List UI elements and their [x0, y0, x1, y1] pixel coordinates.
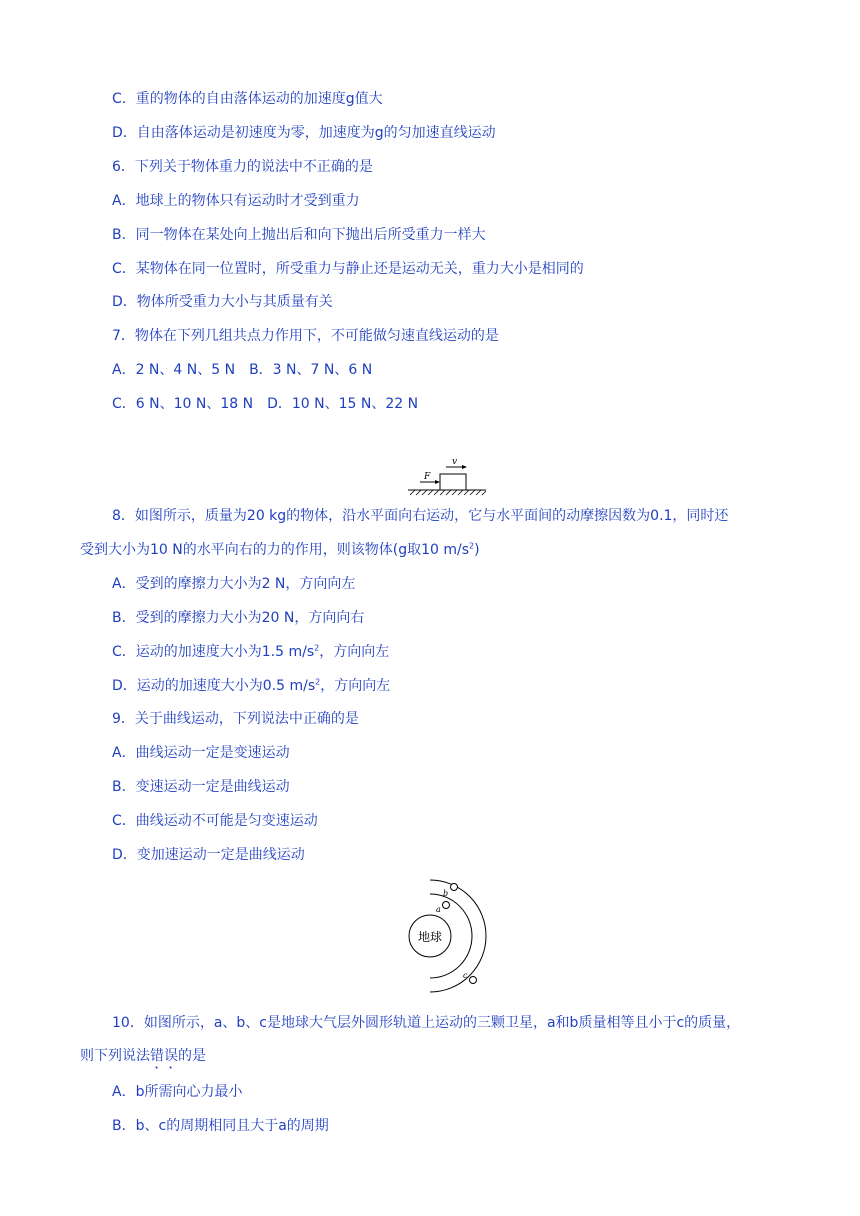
q8-block-figure [406, 454, 490, 496]
block [440, 474, 466, 490]
q6-option-b: B．同一物体在某处向上抛出后和向下抛出后所受重力一样大 [112, 227, 486, 243]
velocity-label: v [452, 457, 458, 467]
q8d-sup: 2 [315, 677, 321, 687]
q10-line2-pre: 则下列说法 [80, 1048, 150, 1064]
q7-options-cd: C．6 N、10 N、18 N D．10 N、15 N、22 N [112, 396, 419, 412]
force-label: F [424, 472, 431, 482]
q8c-text: C．运动的加速度大小为1.5 m/s [112, 644, 315, 660]
q5-option-c: C．重的物体的自由落体运动的加速度g值大 [112, 91, 383, 107]
q6-stem: 6．下列关于物体重力的说法中不正确的是 [112, 159, 373, 175]
q6-option-a: A．地球上的物体只有运动时才受到重力 [112, 193, 360, 209]
q9-option-a: A．曲线运动一定是变速运动 [112, 745, 290, 761]
q10-emphasis-wrong: 错误 [150, 1048, 178, 1064]
q8-option-b: B．受到的摩擦力大小为20 N，方向向右 [112, 610, 365, 626]
q10-orbit-figure [400, 874, 500, 998]
satellite-c [470, 977, 477, 984]
q10-stem-line1: 10．如图所示，a、b、c是地球大气层外圆形轨道上运动的三颗卫星，a和b质量相等且小于c的质量， [112, 1015, 741, 1031]
q9-option-c: C．曲线运动不可能是匀变速运动 [112, 813, 318, 829]
label-b: b [443, 889, 449, 898]
q7-stem: 7．物体在下列几组共点力作用下，不可能做匀速直线运动的是 [112, 328, 499, 344]
q5-option-d: D．自由落体运动是初速度为零，加速度为g的匀加速直线运动 [112, 125, 496, 141]
q8-line2-sup: 2 [469, 541, 475, 551]
q8d-post: ，方向向左 [320, 678, 391, 694]
q10-stem-line2 [80, 1046, 206, 1072]
q10-option-b: B．b、c的周期相同且大于a的周期 [112, 1118, 329, 1134]
q8-option-d [112, 676, 390, 696]
q10-line2-post: 的是 [178, 1048, 206, 1064]
q6-option-d: D．物体所受重力大小与其质量有关 [112, 294, 333, 310]
earth-label: 地球 [417, 930, 443, 944]
label-c: c [463, 971, 468, 980]
q8-line2-text: 受到大小为10 N的水平向右的力的作用，则该物体(g取10 m/s [80, 542, 469, 558]
q8-option-c [112, 642, 389, 662]
q8d-text: D．运动的加速度大小为0.5 m/s [112, 678, 316, 694]
q9-stem: 9．关于曲线运动，下列说法中正确的是 [112, 711, 359, 727]
q8c-sup: 2 [314, 643, 320, 653]
label-a: a [436, 905, 441, 914]
satellite-a [443, 902, 450, 909]
q8-option-a: A．受到的摩擦力大小为2 N，方向向左 [112, 576, 356, 592]
q9-option-d: D．变加速运动一定是曲线运动 [112, 847, 305, 863]
q10-option-a: A．b所需向心力最小 [112, 1084, 243, 1100]
q6-option-c: C．某物体在同一位置时，所受重力与静止还是运动无关，重力大小是相同的 [112, 261, 584, 277]
satellite-b [451, 884, 458, 891]
q8c-post: ，方向向左 [319, 644, 390, 660]
q9-option-b: B．变速运动一定是曲线运动 [112, 779, 290, 795]
q7-options-ab: A．2 N、4 N、5 N B．3 N、7 N、6 N [112, 362, 373, 378]
q8-stem-line1: 8．如图所示，质量为20 kg的物体，沿水平面向右运动，它与水平面间的动摩擦因数为0.1，同时还 [112, 508, 729, 524]
q8-stem-line2 [80, 540, 480, 560]
q8-line2-end: ) [474, 542, 480, 558]
